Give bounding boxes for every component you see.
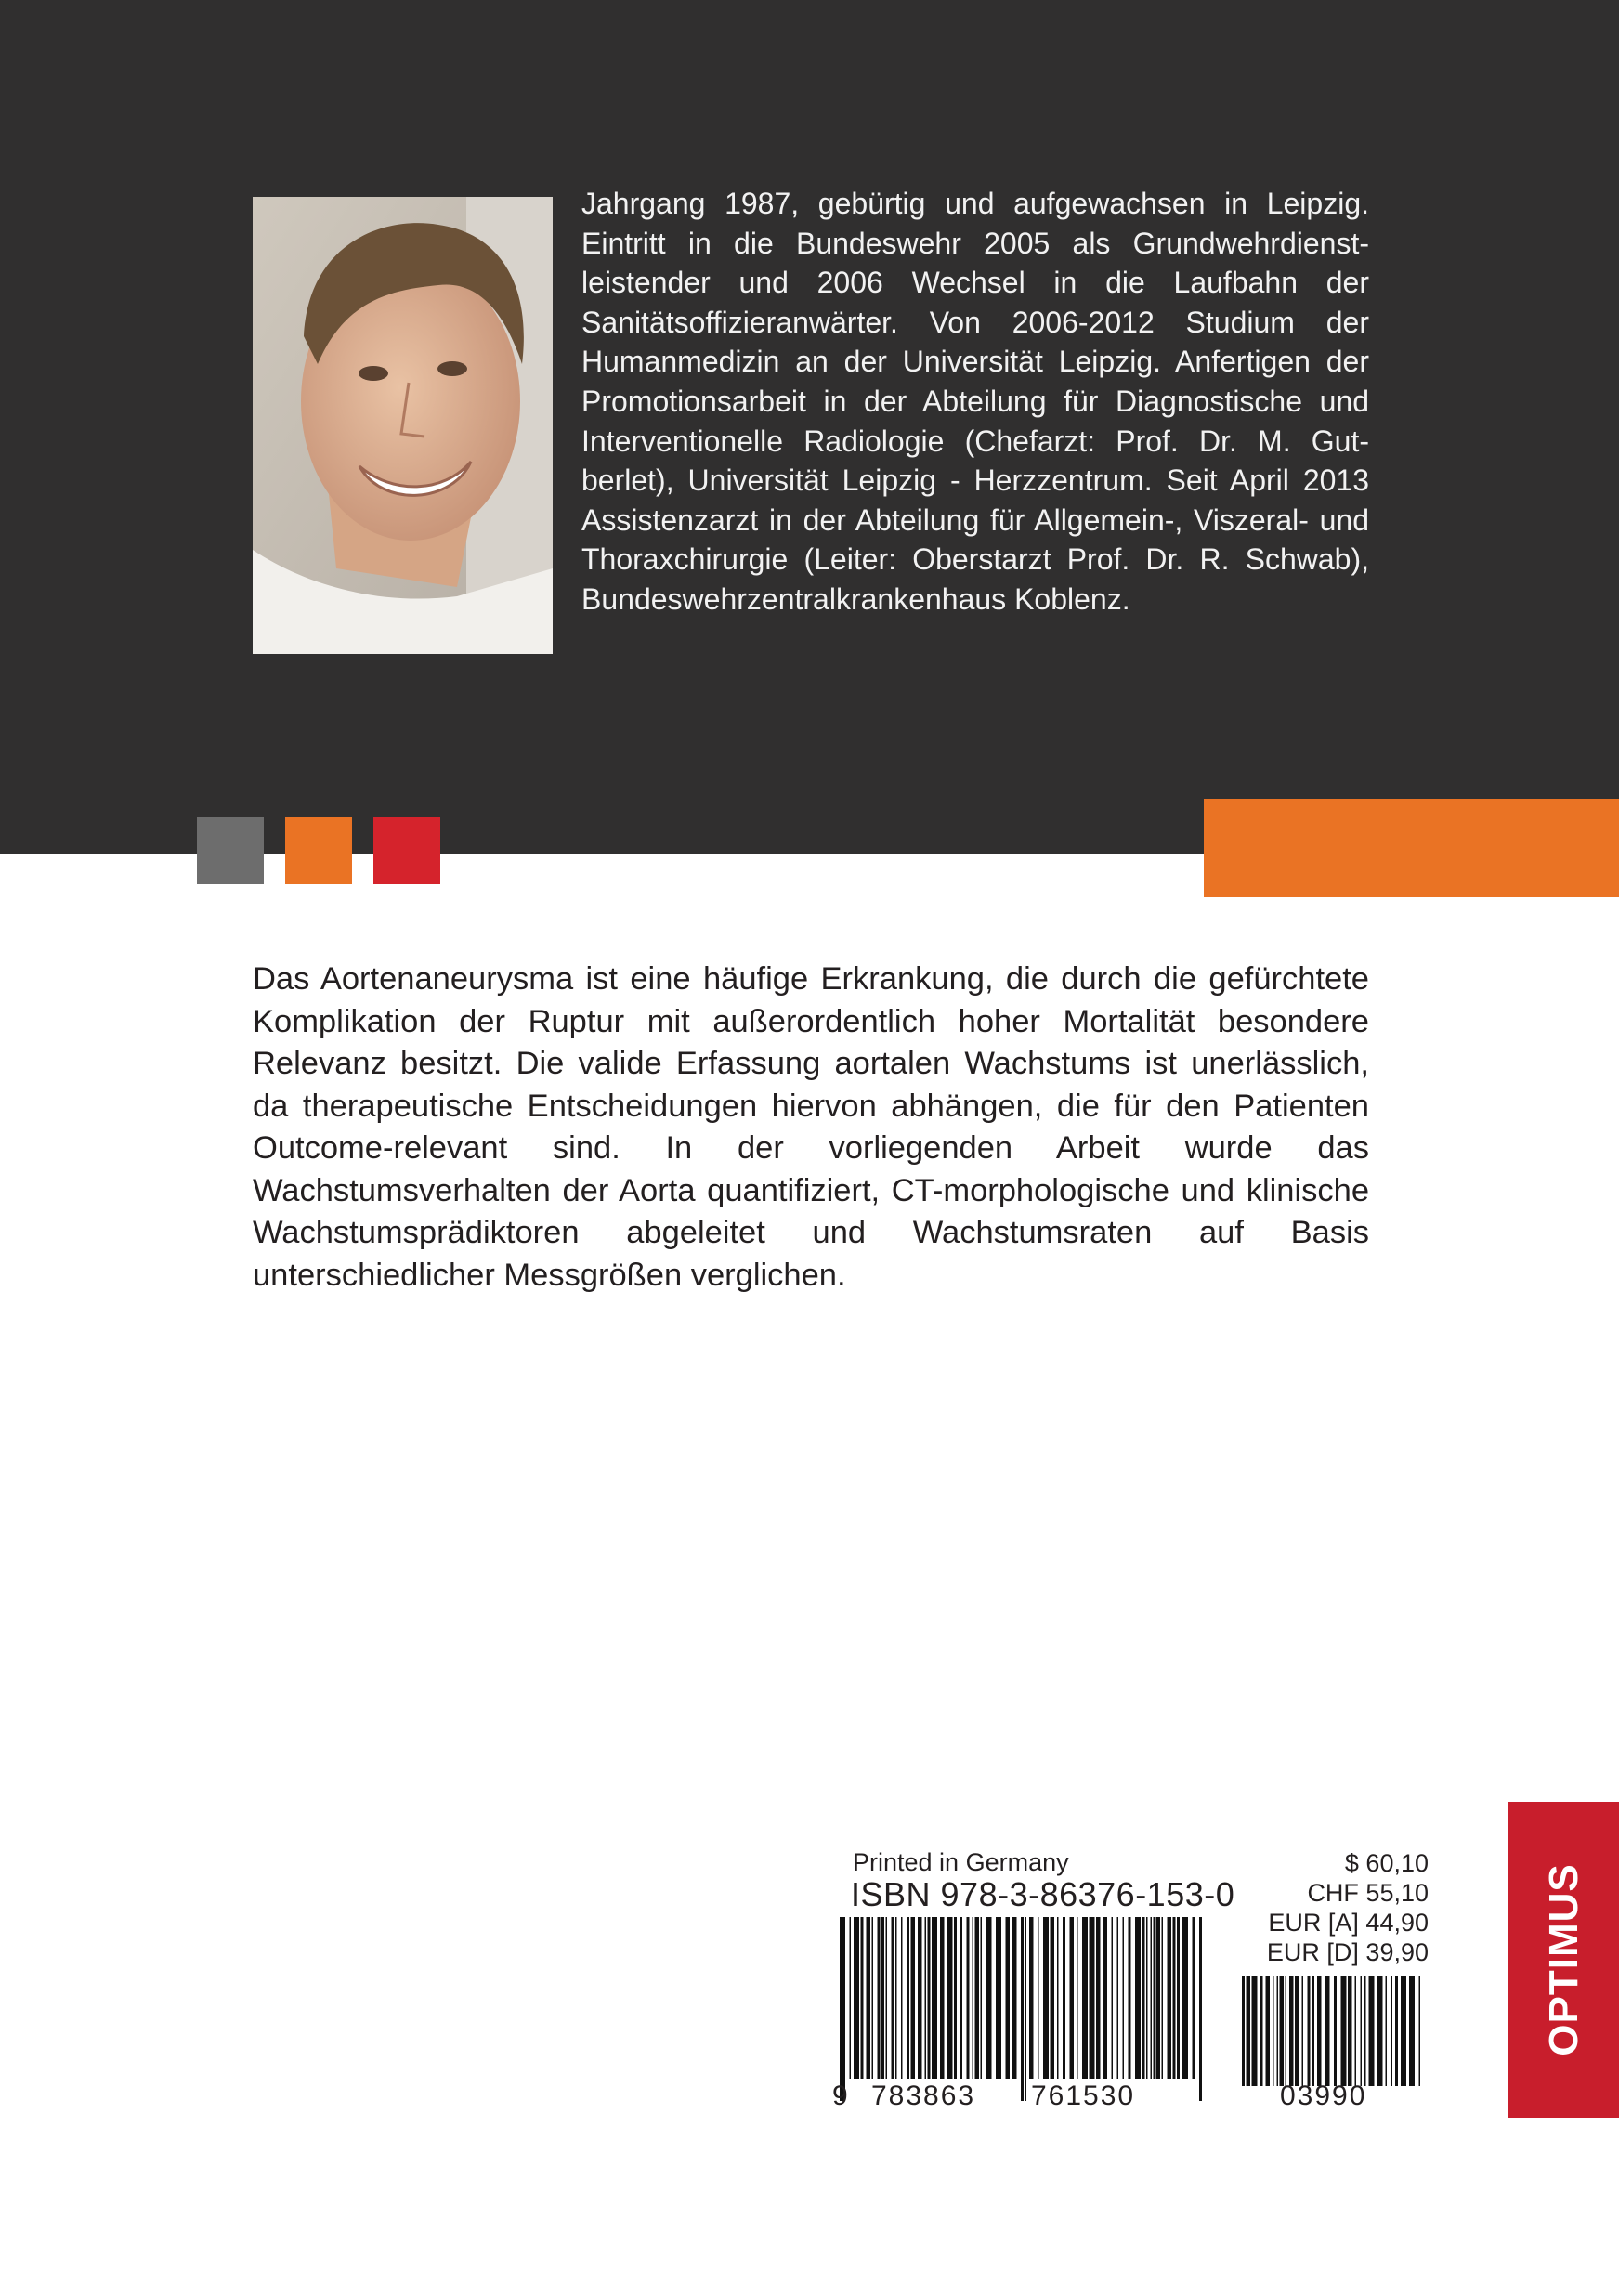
barcode-bar — [975, 1917, 980, 2079]
barcode-bar — [1273, 1976, 1274, 2086]
red-square-decoration — [373, 817, 440, 884]
barcode-bar — [932, 1917, 937, 2079]
barcode-bar — [861, 1917, 864, 2079]
barcode-bar — [840, 1917, 845, 2101]
barcode-bar — [928, 1917, 931, 2079]
barcode-bar — [1112, 1917, 1114, 2079]
barcode-digits-left: 783863 — [871, 2081, 976, 2111]
barcode-bar — [996, 1917, 1001, 2079]
barcode-bar — [986, 1917, 992, 2079]
barcode-bar — [1364, 1976, 1366, 2086]
price-eur-d: EUR [D] 39,90 — [1266, 1938, 1429, 1966]
barcode-bar — [1289, 1976, 1294, 2086]
barcode-bar — [1419, 1976, 1421, 2086]
barcode-bar — [918, 1917, 922, 2079]
author-biography: Jahrgang 1987, gebürtig und aufgewachsen in Leipzig. Eintritt in die Bundeswehr 2005 als Grundwehrdienstleistender und 2006 Wechsel in die Laufbahn der Sanitätsoffizieranwärter. Von 2006-2012 Studium der Humanmedizin an der Universität Leipzig. Anfertigen der Promotionsarbeit in der Abteilung für Diagnostische und Interventionelle Radiologie (Chefarzt: Prof. Dr. M. Gutberlet), Universität Leipzig - Herzzentrum. Seit April 2013 Assistenzarzt in der Abteilung für Allgemein-, Viszeral- und Thoraxchirurgie (Leiter: Oberstarzt Prof. Dr. R. Schwab), Bundeswehrzentralkrankenhaus Koblenz. — [581, 187, 1369, 616]
barcode-bar — [1057, 1917, 1059, 2079]
barcode-bar — [895, 1917, 897, 2079]
barcode-bar — [1286, 1976, 1287, 2086]
barcode-bar — [1162, 1917, 1164, 2079]
barcode-bar — [960, 1917, 962, 2079]
barcode-bar — [1295, 1976, 1299, 2086]
barcode-bar — [1177, 1917, 1180, 2079]
barcode-bar — [1266, 1976, 1271, 2086]
publisher-logo-text: OPTIMUS — [1540, 1863, 1586, 2056]
barcode-bar — [954, 1917, 957, 2079]
isbn-label: ISBN 978-3-86376-153-0 — [851, 1875, 1235, 1913]
barcode-bar — [967, 1917, 970, 2079]
barcode-bar — [1070, 1917, 1075, 2079]
barcode-bar — [854, 1917, 859, 2079]
barcode-bar — [1247, 1976, 1251, 2086]
barcode-bar — [973, 1917, 974, 2079]
barcode-bar — [886, 1917, 888, 2079]
barcode-bar — [1401, 1976, 1406, 2086]
orange-square-decoration — [285, 817, 352, 884]
publisher-tab — [1508, 1802, 1619, 2118]
barcode-bar — [1242, 1976, 1245, 2086]
barcode-bar — [1391, 1976, 1393, 2086]
barcode-bar — [1308, 1976, 1311, 2086]
price-usd: $ 60,10 — [1344, 1849, 1429, 1877]
barcode-bar — [907, 1917, 909, 2079]
barcode-bar — [892, 1917, 894, 2079]
barcode-bar — [1409, 1976, 1415, 2086]
barcode-bar — [911, 1917, 916, 2079]
barcode-bar — [1090, 1917, 1095, 2079]
printed-in-label: Printed in Germany — [853, 1848, 1069, 1876]
barcode-bar — [925, 1917, 927, 2079]
barcode-bar — [1154, 1917, 1155, 2079]
price-list — [1208, 1848, 1429, 1967]
barcode-bar — [850, 1917, 852, 2079]
barcode-bar — [1182, 1917, 1188, 2079]
barcode-bar — [1341, 1976, 1347, 2086]
barcode-bar — [1038, 1917, 1039, 2079]
barcode-bar — [1369, 1976, 1375, 2086]
barcode-bar — [878, 1917, 881, 2079]
barcode-bar — [1123, 1917, 1125, 2079]
barcode-bar — [1355, 1976, 1357, 2086]
price-addon-barcode — [1242, 1976, 1428, 2086]
barcode-bar — [1280, 1976, 1285, 2086]
price-chf: CHF 55,10 — [1307, 1879, 1429, 1907]
isbn-barcode — [840, 1917, 1208, 2101]
barcode-bar — [1146, 1917, 1148, 2079]
barcode-bar — [1260, 1976, 1263, 2086]
barcode-bar — [1043, 1917, 1049, 2079]
book-abstract: Das Aortenaneurysma ist eine häufige Erkrankung, die durch die gefürchtete Komplikation der Ruptur mit außerordentlich hoher Mortalität besondere Relevanz besitzt. Die valide Erfassung aortalen Wachstums ist unerlässlich, da therapeutische Entscheidungen hiervon abhängen, die für den Patienten Outcome-relevant sind. In der vorliegenden Arbeit wurde das Wachstumsverhalten der Aorta quantifiziert, CT-morphologische und klinische Wachstumsprädiktoren abgeleitet und Wachstumsraten auf Basis unterschiedlicher Messgrößen verglichen. — [253, 961, 1369, 1293]
barcode-bar — [1168, 1917, 1172, 2079]
barcode-bar — [1395, 1976, 1398, 2086]
barcode-bar — [1012, 1917, 1017, 2079]
barcode-bar — [1377, 1976, 1383, 2086]
barcode-bar — [1025, 1917, 1027, 2101]
barcode-bar — [1103, 1917, 1108, 2079]
barcode-bar — [1317, 1976, 1322, 2086]
barcode-bar — [1173, 1917, 1176, 2079]
author-photo — [253, 197, 553, 654]
barcode-bar — [1193, 1917, 1195, 2079]
barcode-bar — [872, 1917, 874, 2079]
barcode-bar — [1334, 1976, 1337, 2086]
barcode-bar — [1117, 1917, 1119, 2079]
barcode-bar — [1277, 1976, 1279, 2086]
barcode-bar — [867, 1917, 871, 2079]
barcode-bar — [881, 1917, 884, 2079]
barcode-bar — [1082, 1917, 1088, 2079]
barcode-bar — [1077, 1917, 1078, 2079]
barcode-bar — [1199, 1917, 1202, 2101]
barcode-digits-addon: 03990 — [1280, 2081, 1367, 2111]
barcode-bar — [1051, 1917, 1055, 2079]
barcode-digit-first: 9 — [832, 2081, 848, 2111]
orange-accent-bar — [1204, 799, 1619, 897]
barcode-bar — [1129, 1917, 1131, 2079]
barcode-bar — [940, 1917, 945, 2079]
barcode-bar — [1386, 1976, 1388, 2086]
barcode-bar — [1151, 1917, 1153, 2079]
barcode-bar — [1348, 1976, 1352, 2086]
barcode-bar — [1096, 1917, 1101, 2079]
barcode-bar — [1325, 1976, 1330, 2086]
barcode-bar — [1312, 1976, 1314, 2086]
barcode-bar — [1361, 1976, 1363, 2086]
barcode-bar — [1156, 1917, 1161, 2079]
price-eur-a: EUR [A] 44,90 — [1268, 1909, 1429, 1937]
barcode-bar — [1302, 1976, 1304, 2086]
barcode-bar — [1252, 1976, 1258, 2086]
barcode-bar — [1029, 1917, 1034, 2079]
barcode-bar — [901, 1917, 903, 2079]
barcode-bar — [1135, 1917, 1141, 2079]
barcode-bar — [1063, 1917, 1065, 2079]
barcode-bar — [1006, 1917, 1011, 2079]
barcode-bar — [947, 1917, 953, 2079]
barcode-digits-right: 761530 — [1031, 2081, 1136, 2111]
barcode-bar — [981, 1917, 983, 2079]
barcode-bar — [1142, 1917, 1145, 2079]
gray-square-decoration — [197, 817, 264, 884]
barcode-bar — [1021, 1917, 1024, 2101]
